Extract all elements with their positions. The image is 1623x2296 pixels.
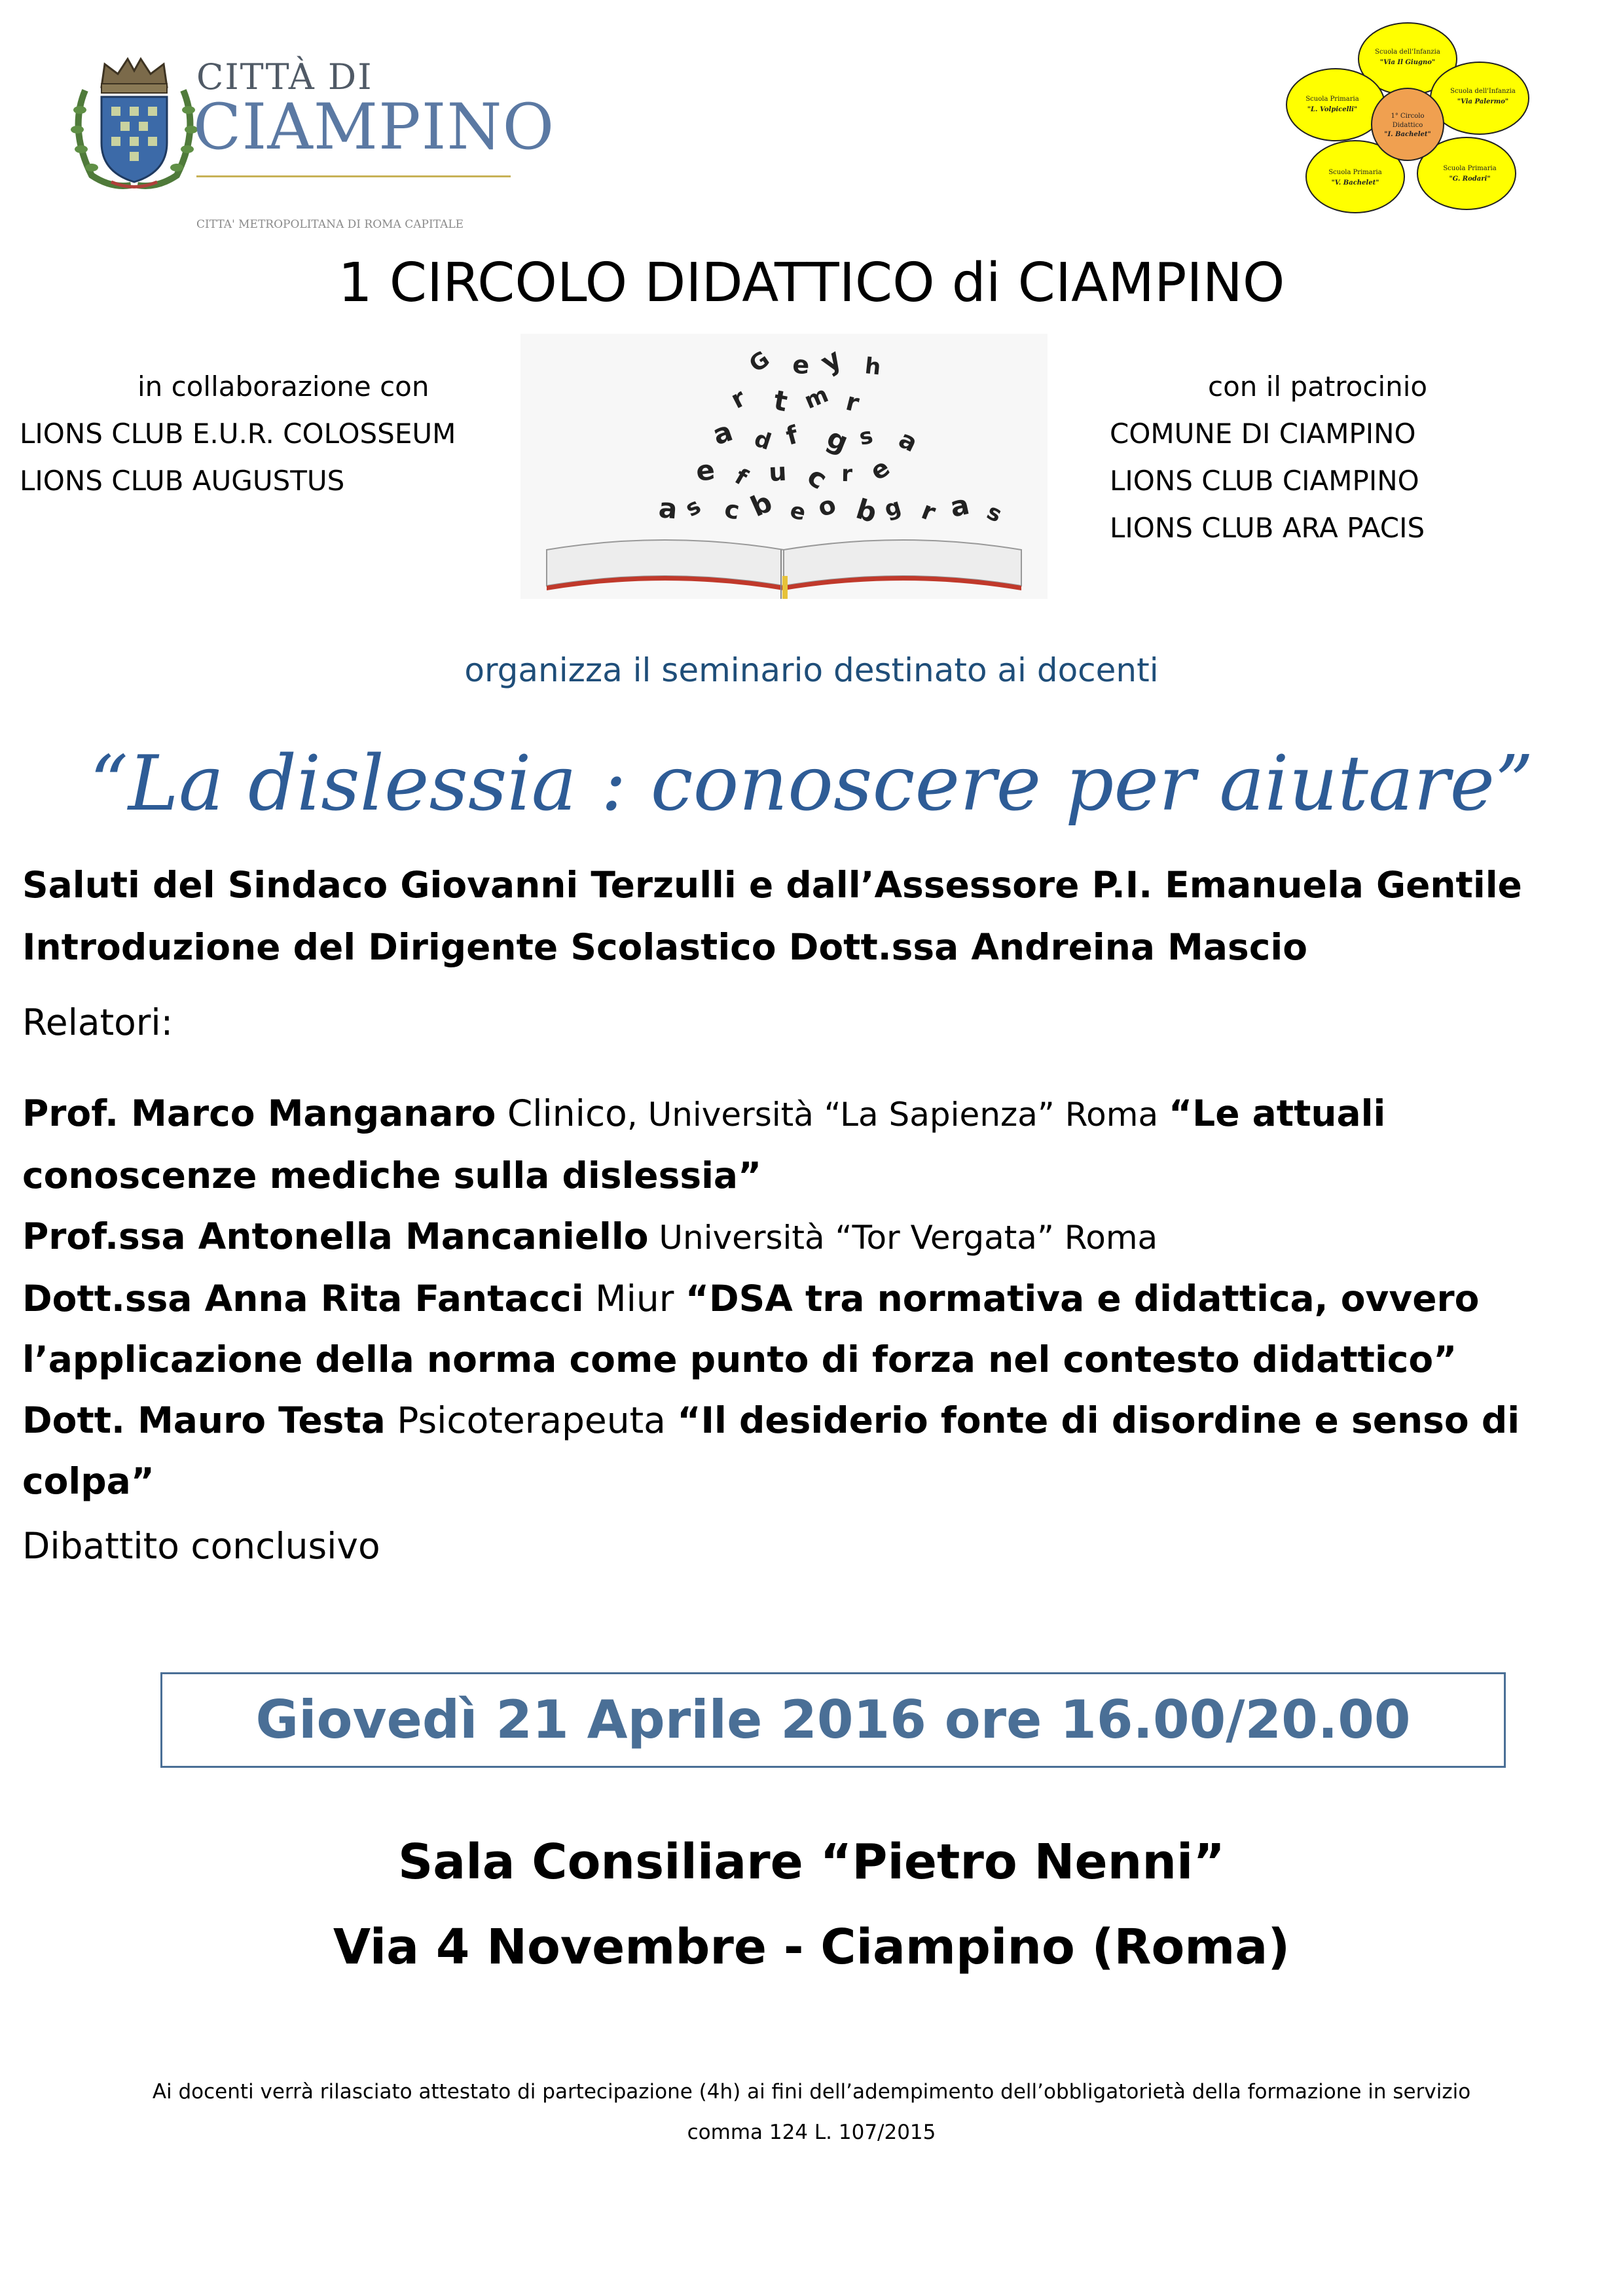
petal-4-name: "V. Bachelet" [1331,179,1379,187]
book-letter: m [800,381,833,415]
book-letter: o [814,490,840,523]
petal-3-type: Scuola Primaria [1443,165,1497,172]
book-letter: f [730,463,752,492]
book-letter: a [657,492,679,526]
petal-1-type: Scuola dell'Infanzia [1375,48,1440,56]
greeting-line: Saluti del Sindaco Giovanni Terzulli e dall’Assessore P.I. Emanuela Gentile [22,864,1522,906]
city-logo-line2: CIAMPINO [193,90,555,164]
book-letter: h [864,353,883,381]
book-letter: c [801,459,833,496]
speaker-name: Prof.ssa Antonella Mancaniello [22,1215,649,1257]
speaker-entry [22,1083,1594,1206]
footnote [0,2072,1623,2153]
flower-center-line3: "I. Bachelet" [1384,131,1431,138]
book-letter: u [768,457,788,487]
page-title: 1 CIRCOLO DIDATTICO di CIAMPINO [338,252,1285,314]
greeting-line: Introduzione del Dirigente Scolastico Dott.ssa Andreina Mascio [22,926,1307,968]
school-flower-logo [1283,13,1532,223]
speaker-talk: “DSA tra normativa e didattica, ovvero l’applicazione della norma come punto di forza nel contesto didattico” [22,1278,1480,1380]
seminar-title: “La dislessia : conoscere per aiutare” [89,740,1534,828]
book-letter: f [782,420,801,451]
speaker-entry [22,1206,1594,1268]
petal-2-name: "Via Palermo" [1457,98,1509,105]
speaker-talk: “Le attuali conoscenze mediche sulla dislessia” [22,1092,1386,1196]
flower-petal [1286,69,1385,141]
speaker-name: Dott. Mauro Testa [22,1399,386,1441]
speaker-role: Psicoterapeuta [385,1399,678,1441]
collaboration-item: LIONS CLUB E.U.R. COLOSSEUM [20,418,456,450]
book-illustration [520,334,1048,599]
speaker-name: Dott.ssa Anna Rita Fantacci [22,1278,584,1319]
petal-5-type: Scuola Primaria [1305,96,1359,103]
greetings-block [22,854,1522,978]
venue-address: Via 4 Novembre - Ciampino (Roma) [333,1919,1290,1975]
city-logo [65,51,555,231]
speaker-entry [22,1390,1594,1512]
book-letter: s [857,422,875,451]
petal-3-name: "G. Rodari" [1449,175,1491,183]
subtitle: organizza il seminario destinato ai docenti [464,651,1159,689]
collaboration-header: in collaborazione con [137,370,429,403]
crest-icon [65,51,203,195]
speaker-role: Clinico [496,1092,627,1134]
flower-icon [1283,13,1532,223]
speaker-name: Prof. Marco Manganaro [22,1092,496,1134]
book-letter: b [852,492,881,529]
open-book-icon [520,334,1048,599]
event-date: Giovedì 21 Aprile 2016 ore 16.00/20.00 [160,1672,1506,1768]
book-letter: e [787,497,809,526]
patronage-item: LIONS CLUB ARA PACIS [1110,512,1425,544]
petal-2-type: Scuola dell'Infanzia [1450,88,1516,95]
city-logo-line3: CITTA' METROPOLITANA DI ROMA CAPITALE [196,218,464,231]
flower-center-line2: Didattico [1392,122,1423,129]
patronage-item: LIONS CLUB CIAMPINO [1110,465,1419,497]
city-logo-rule [196,175,511,177]
venue-block [0,1820,1623,1990]
book-letter: t [771,384,790,418]
book-letter: G [744,346,775,378]
speaker-affiliation: , Università “La Sapienza” Roma [627,1096,1169,1134]
city-logo-line1: CITTÀ DI [196,56,373,98]
book-letter: s [983,498,1006,528]
book-letter: a [947,488,972,524]
book-letter: e [694,453,717,488]
book-letter: r [843,387,862,418]
collaboration-block [20,363,456,505]
book-letter: b [746,486,777,524]
petal-5-name: "L. Volpicelli" [1307,106,1358,113]
book-letter: r [726,383,750,415]
book-letter: a [708,414,737,452]
speaker-affiliation: Università “Tor Vergata” Roma [648,1219,1158,1257]
footnote-line1: Ai docenti verrà rilasciato attestato di partecipazione (4h) ai fini dell’adempimento dell’obbligatorietà della formazione in servizio [152,2080,1471,2104]
speakers-list [22,1083,1594,1512]
speakers-label: Relatori: [22,1001,173,1043]
petal-4-type: Scuola Primaria [1328,169,1382,176]
collaboration-item: LIONS CLUB AUGUSTUS [20,465,345,497]
speaker-role: Miur [583,1278,685,1319]
footnote-line2: comma 124 L. 107/2015 [687,2121,936,2144]
venue-name: Sala Consiliare “Pietro Nenni” [397,1834,1226,1890]
book-letter: r [841,461,853,488]
book-letter: a [894,424,922,458]
book-letter: r [917,495,940,528]
book-letter: y [814,342,847,379]
book-letter: g [881,493,904,523]
book-letter: d [751,425,775,456]
book-letter: c [722,494,742,526]
book-letter: e [865,452,895,486]
book-letter: e [792,350,810,380]
flower-center-line1: 1° Circolo [1391,113,1425,120]
book-letter: g [822,421,853,459]
closing-note: Dibattito conclusivo [22,1525,380,1567]
petal-1-name: "Via Il Giugno" [1379,59,1436,66]
speaker-entry [22,1268,1594,1390]
patronage-header: con il patrocinio [1208,370,1428,403]
patronage-block [1110,363,1427,552]
patronage-item: COMUNE DI CIAMPINO [1110,418,1416,450]
speaker-talk: “Il desiderio fonte di disordine e senso di colpa” [22,1399,1520,1502]
book-letter: s [681,493,706,522]
